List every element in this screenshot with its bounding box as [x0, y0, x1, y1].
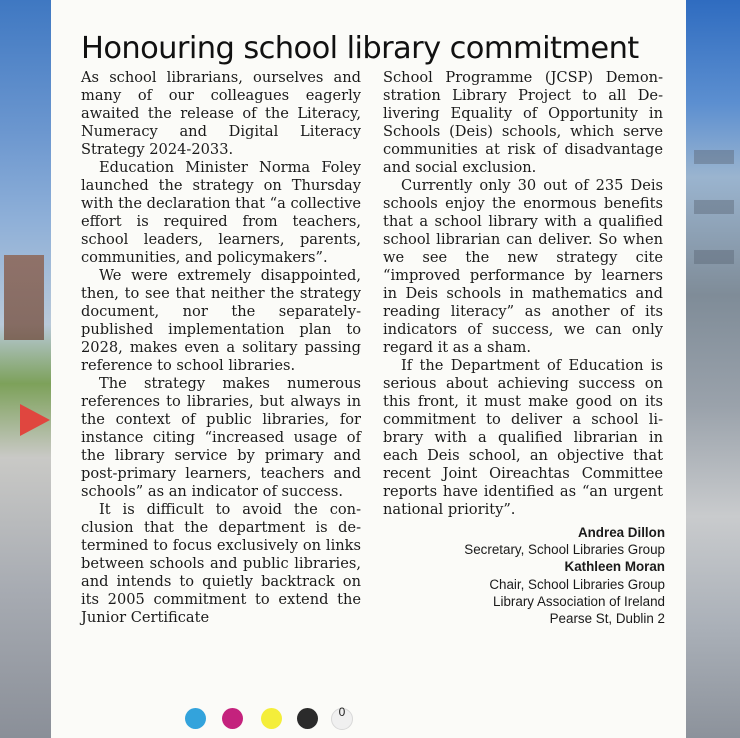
- signatory-title: Secretary, School Libraries Group: [464, 542, 665, 558]
- paragraph: School Programme (JCSP) Demonstration Library Project to all Delivering Equality of Opportunity in Schools (Deis) schools, which serve communities at risk of disadvantage and social exclusion.: [383, 69, 663, 176]
- signatory-name: Andrea Dillon: [577, 525, 665, 540]
- background-window: [694, 200, 734, 214]
- background-photo-left: [0, 0, 51, 738]
- cyan-dot: [185, 708, 206, 729]
- signatory-title: Library Association of Ireland: [493, 593, 665, 609]
- paragraph: The strategy makes numerous references to libraries, but always in the context of public libraries, for instance citing “increased usage of the library service by primary and post-primary learners, teachers and schools” as an indicator of success.: [81, 375, 361, 500]
- paragraph: If the Department of Education is serious about achieving success on this front, it must make good on its commitment to deliver a school library with a qualified librarian in each Deis school, an objective that recent Joint Oireachtas Committee reports have identified as “an urgent national priority”.: [383, 357, 663, 518]
- paragraph: As school librarians, ourselves and many of our colleagues eagerly awaited the release of the Literacy, Numeracy and Digital Literacy Strategy 2024-2033.: [81, 69, 361, 158]
- article-column-right: [383, 69, 663, 519]
- signatory-address: Pearse St, Dublin 2: [549, 611, 665, 627]
- signatory-name: Kathleen Moran: [564, 559, 665, 575]
- paragraph: It is difficult to avoid the conclusion that the department is determined to focus exclusively on links between schools and public libraries, and intends to quietly backtrack on its 2005 commitment to extend the Junior Certificate: [81, 501, 361, 626]
- page-number: 0: [338, 705, 346, 719]
- background-building: [4, 255, 44, 340]
- paragraph: Education Minister Norma Foley launched the strategy on Thursday with the declaration that “a collective effort is required from teachers, school leaders, learners, parents, communities, and policymakers”.: [81, 159, 361, 266]
- signatory-title: Chair, School Libraries Group: [489, 576, 665, 592]
- newspaper-clipping: [51, 0, 686, 738]
- article-column-left: [81, 69, 361, 627]
- black-dot: [297, 708, 318, 729]
- article-headline: Honouring school library commitment: [81, 31, 639, 66]
- red-arrow-icon: [20, 404, 50, 436]
- paragraph: Currently only 30 out of 235 Deis schools enjoy the enormous benefits that a school library with a qualified school librarian can deliver. So when we see the new strategy cite “improved performance by learners in Deis schools in mathematics and reading literacy” as another of its indicators of success, we can only regard it as a sham.: [383, 177, 663, 356]
- background-photo-right: [686, 0, 740, 738]
- background-window: [694, 250, 734, 264]
- letter-signature: [464, 524, 665, 627]
- background-window: [694, 150, 734, 164]
- magenta-dot: [222, 708, 243, 729]
- paragraph: We were extremely disappointed, then, to see that neither the strategy document, nor the separately-published implementation plan to 2028, makes even a solitary passing reference to school libraries.: [81, 267, 361, 374]
- yellow-dot: [261, 708, 282, 729]
